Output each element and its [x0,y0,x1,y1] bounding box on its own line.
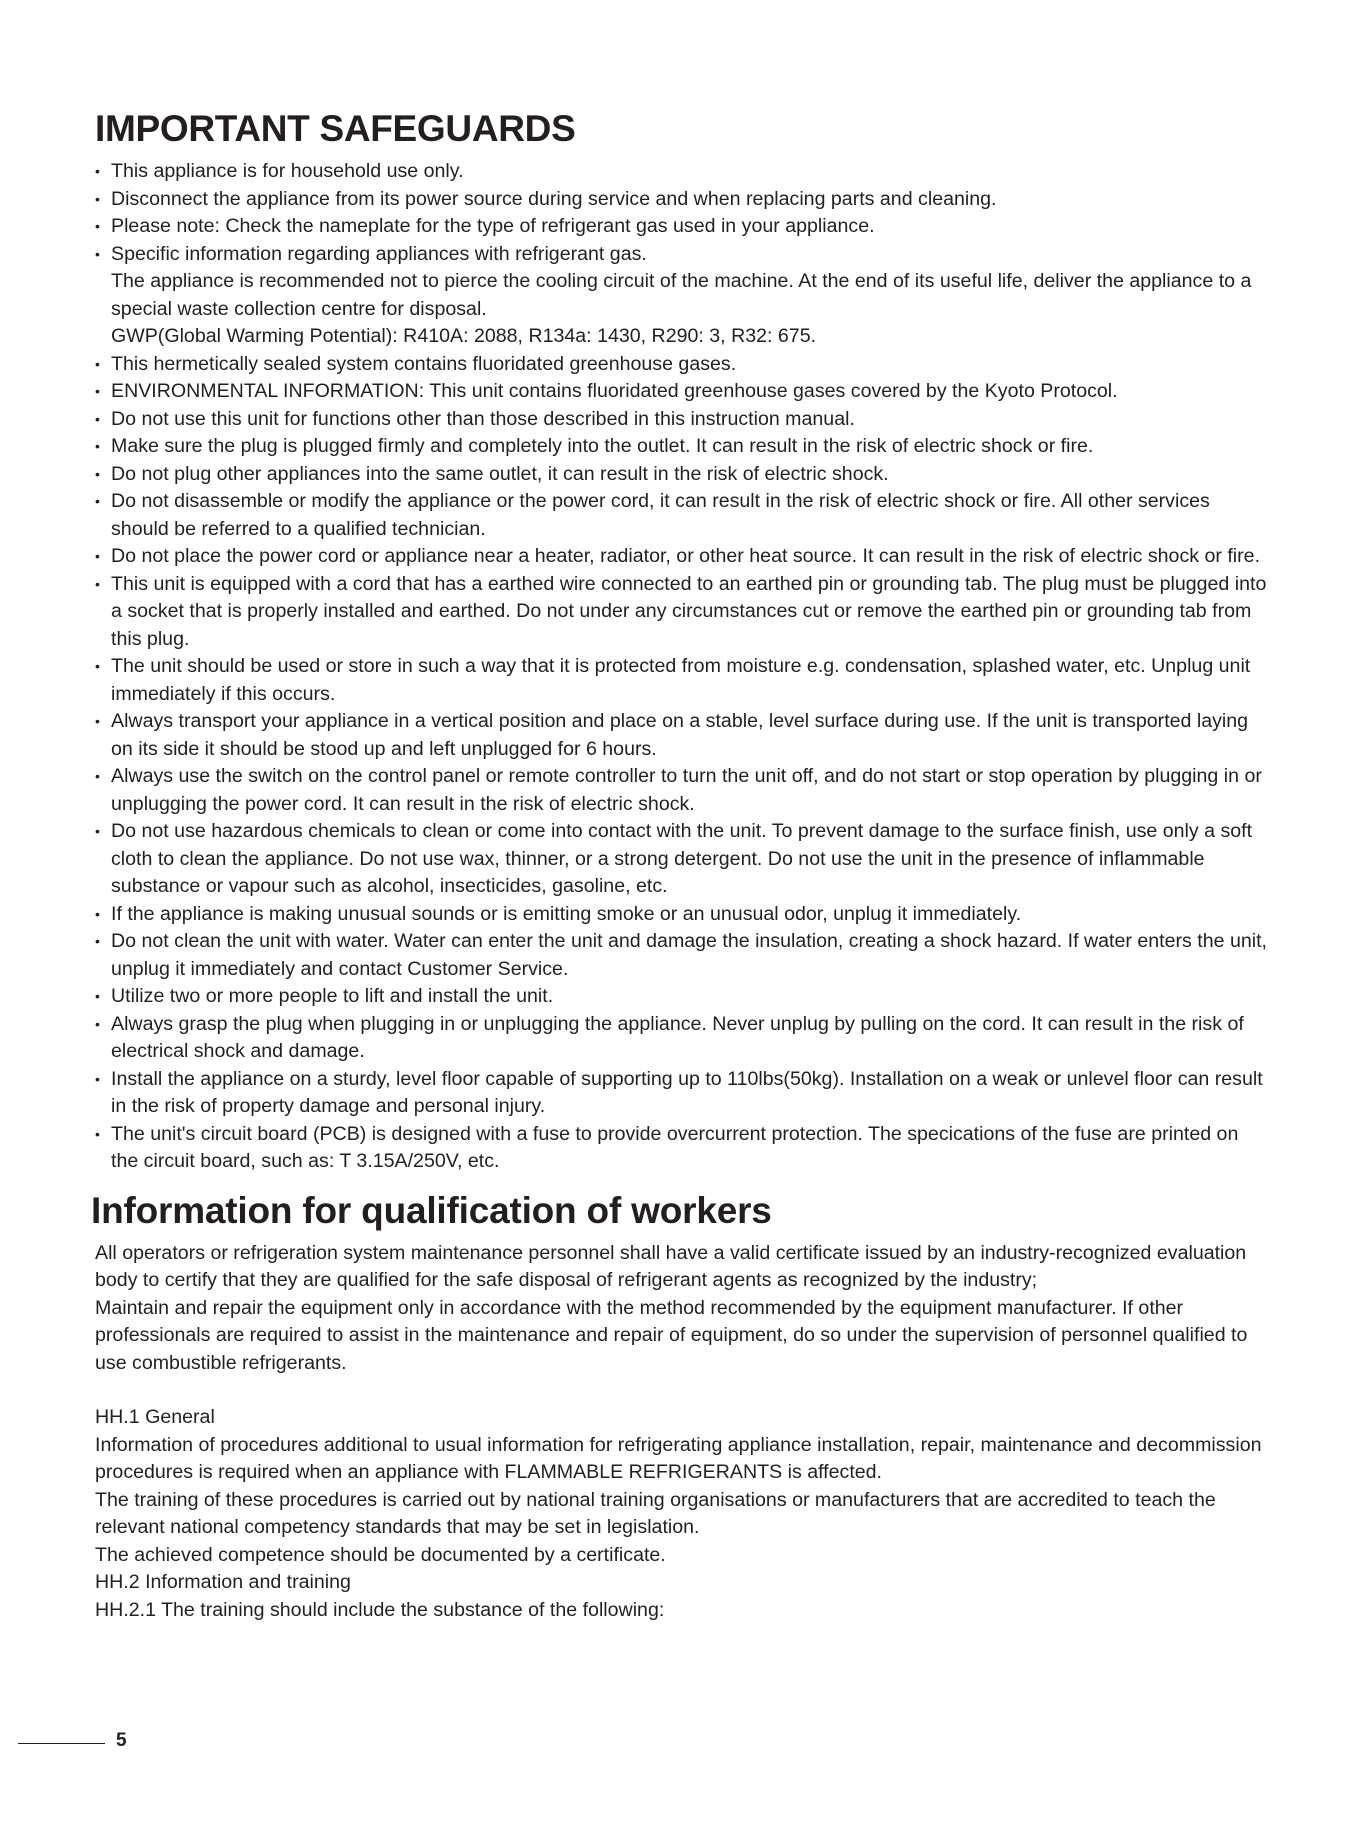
safeguard-item [95,1011,1270,1066]
safeguard-item [95,763,1270,818]
safeguard-text: Install the appliance on a sturdy, level floor capable of supporting up to 110lbs(50kg). Installation on a weak or unlevel floor can result in the risk of property damage and personal injury. [111,1067,1263,1117]
safeguard-text: Specific information regarding appliances with refrigerant gas. [111,242,647,265]
hh1-heading: HH.1 General [95,1406,215,1428]
safeguard-item [95,351,1270,379]
safeguard-item [95,653,1270,708]
safeguard-item [95,1121,1270,1176]
safeguard-text: Always use the switch on the control panel or remote controller to turn the unit off, and do not start or stop operation by plugging in or unplugging the power cord. It can result in the risk of electric shock. [111,765,1262,815]
safeguard-item [95,901,1270,929]
safeguard-item [95,158,1270,186]
safeguard-subtext: GWP(Global Warming Potential): R410A: 2088, R134a: 1430, R290: 3, R32: 675. [111,325,817,347]
safeguards-title: IMPORTANT SAFEGUARDS [95,108,576,149]
safeguard-text: Do not use hazardous chemicals to clean or come into contact with the unit. To prevent damage to the surface finish, use only a soft cloth to clean the appliance. Do not use wax, thinner, or a strong detergent. Do not use the unit in the presence of inflammable substance or vapour such as alcohol, insecticides, gasoline, etc. [111,820,1253,897]
safeguard-item [95,433,1270,461]
hh21-heading: HH.2.1 The training should include the substance of the following: [95,1598,665,1621]
safeguard-text: Disconnect the appliance from its power source during service and when replacing parts and cleaning. [111,187,997,210]
safeguard-item [95,488,1270,543]
safeguard-text: Do not place the power cord or appliance near a heater, radiator, or other heat source. It can result in the risk of electric shock or fire. [111,545,1261,567]
safeguard-text: Do not use this unit for functions other than those described in this instruction manual. [111,407,855,430]
safeguard-item [95,708,1270,763]
safeguard-item [95,571,1270,654]
safeguard-text: Make sure the plug is plugged firmly and completely into the outlet. It can result in the risk of electric shock or fire. [111,435,1094,457]
safeguard-text: ENVIRONMENTAL INFORMATION: This unit contains fluoridated greenhouse gases covered by the Kyoto Protocol. [111,380,1118,402]
safeguard-item [95,983,1270,1011]
safeguard-text: The unit's circuit board (PCB) is designed with a fuse to provide overcurrent protection. The specications of the fuse are printed on the circuit board, such as: T 3.15A/250V, etc. [111,1122,1239,1172]
section-spacer [95,1377,1270,1404]
workers-paragraph: Maintain and repair the equipment only in accordance with the method recommended by the equipment manufacturer. If other professionals are required to assist in the maintenance and repair of equipment, do so under the supervision of personnel qualified to use combustible refrigerants. [95,1296,1248,1374]
safeguard-text: If the appliance is making unusual sounds or is emitting smoke or an unusual odor, unplug it immediately. [111,902,1022,925]
hh2-heading: HH.2 Information and training [95,1571,351,1593]
safeguard-item [95,186,1270,214]
safeguard-item [95,213,1270,241]
safeguard-text: This unit is equipped with a cord that has a earthed wire connected to an earthed pin or grounding tab. The plug must be plugged into a socket that is properly installed and earthed. Do not under any circumstances cut or remove the earthed pin or grounding tab from this plug. [111,572,1267,650]
page-number: 5 [116,1730,127,1751]
footer-rule [18,1743,105,1744]
safeguard-text: Do not plug other appliances into the same outlet, it can result in the risk of electric shock. [111,462,889,485]
safeguard-item [95,543,1270,571]
hh1-paragraph: The training of these procedures is carried out by national training organisations or manufacturers that are accredited to teach the relevant national competency standards that may be set in legislation. [95,1488,1216,1538]
safeguard-item [95,378,1270,406]
safeguard-text: This hermetically sealed system contains fluoridated greenhouse gases. [111,352,737,375]
safeguard-subtext: The appliance is recommended not to pierce the cooling circuit of the machine. At the end of its useful life, deliver the appliance to a special waste collection centre for disposal. [111,270,1252,320]
safeguard-item [95,1066,1270,1121]
hh1-paragraph: The achieved competence should be documented by a certificate. [95,1543,666,1566]
safeguard-text: Please note: Check the nameplate for the type of refrigerant gas used in your appliance. [111,215,875,237]
safeguard-text: Always transport your appliance in a vertical position and place on a stable, level surface during use. If the unit is transported laying on its side it should be stood up and left unplugged for 6 hours. [111,710,1249,760]
page-content [91,108,1270,1624]
safeguard-item [95,928,1270,983]
safeguard-item [95,406,1270,434]
safeguard-item [95,461,1270,489]
safeguard-text: The unit should be used or store in such a way that it is protected from moisture e.g. condensation, splashed water, etc. Unplug unit immediately if this occurs. [111,655,1251,705]
safeguard-item [95,241,1270,351]
hh1-paragraph: Information of procedures additional to usual information for refrigerating appliance installation, repair, maintenance and decommission procedures is required when an appliance with FLAMMABLE REFRIGERANTS is affected. [95,1433,1262,1483]
workers-paragraph: All operators or refrigeration system maintenance personnel shall have a valid certificate issued by an industry-recognized evaluation body to certify that they are qualified for the safe disposal of refrigerant agents as recognized by the industry; [95,1241,1247,1291]
safeguard-text: Utilize two or more people to lift and install the unit. [111,985,554,1007]
workers-section-title: Information for qualification of workers [91,1189,772,1231]
safeguard-item [95,818,1270,901]
safeguard-text: Do not clean the unit with water. Water can enter the unit and damage the insulation, creating a shock hazard. If water enters the unit, unplug it immediately and contact Customer Service. [111,930,1267,980]
safeguard-text: This appliance is for household use only. [111,160,464,182]
safeguards-list [95,158,1270,1176]
safeguard-text: Do not disassemble or modify the appliance or the power cord, it can result in the risk of electric shock or fire. All other services should be referred to a qualified technician. [111,490,1210,540]
safeguard-text: Always grasp the plug when plugging in or unplugging the appliance. Never unplug by pulling on the cord. It can result in the risk of electrical shock and damage. [111,1012,1244,1062]
